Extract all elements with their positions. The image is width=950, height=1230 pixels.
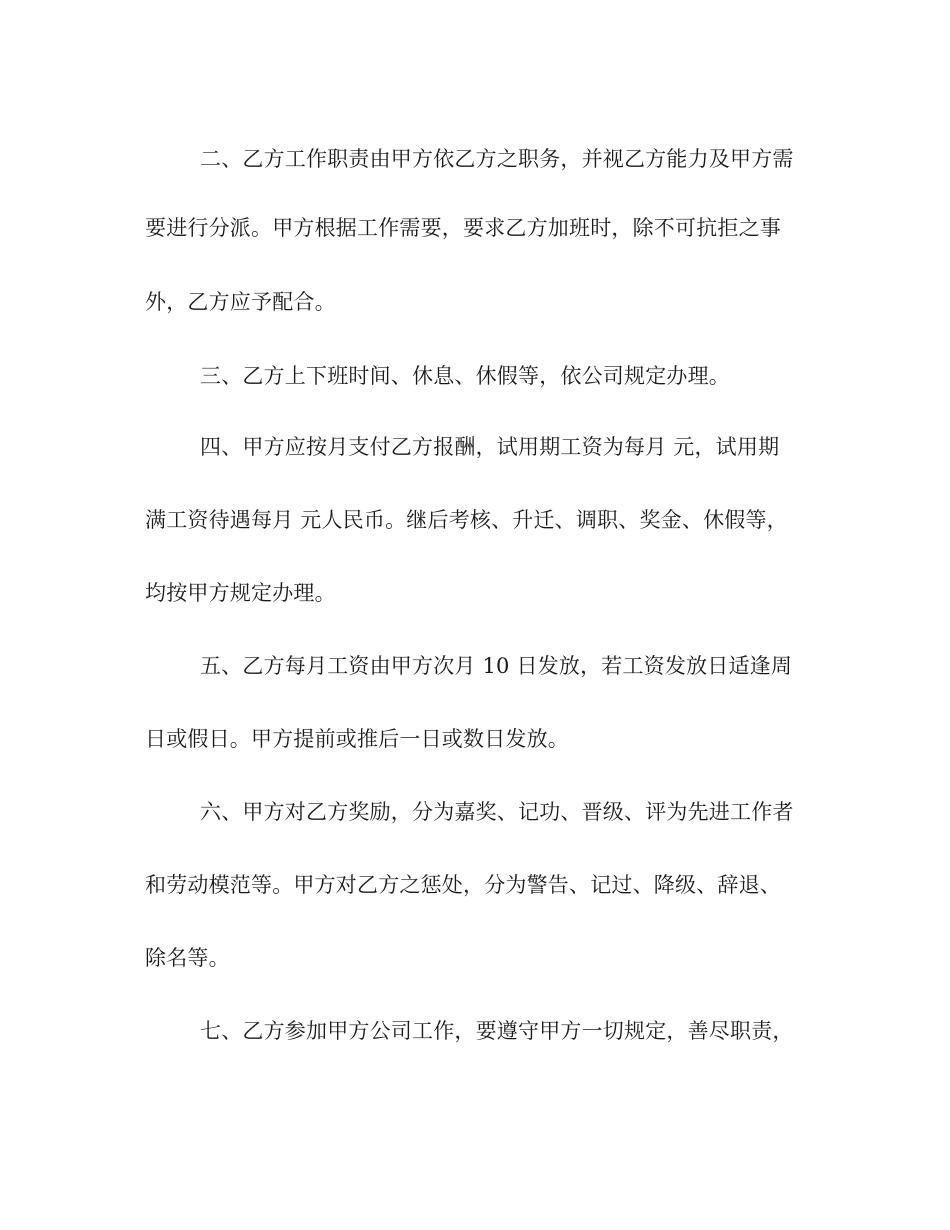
clause-6-line-3: 除名等。 bbox=[145, 946, 230, 970]
clause-4-line-3: 均按甲方规定办理。 bbox=[145, 581, 336, 605]
clause-6-line-2: 和劳动模范等。甲方对乙方之惩处，分为警告、记过、降级、辞退、 bbox=[145, 873, 781, 897]
clause-7-line-1: 七、乙方参加甲方公司工作，要遵守甲方一切规定，善尽职责， bbox=[200, 1019, 794, 1043]
clause-5-line-1: 五、乙方每月工资由甲方次月 10 日发放，若工资发放日适逢周 bbox=[200, 654, 793, 678]
clause-5-line-2: 日或假日。甲方提前或推后一日或数日发放。 bbox=[145, 727, 569, 751]
clause-4-line-1: 四、甲方应按月支付乙方报酬，试用期工资为每月 元，试用期 bbox=[200, 435, 780, 459]
clause-3-line-1: 三、乙方上下班时间、休息、休假等，依公司规定办理。 bbox=[200, 364, 730, 388]
clause-2-line-2: 要进行分派。甲方根据工作需要，要求乙方加班时，除不可抗拒之事 bbox=[145, 216, 781, 240]
clause-6-line-1: 六、甲方对乙方奖励，分为嘉奖、记功、晋级、评为先进工作者 bbox=[200, 800, 794, 824]
clause-2-line-3: 外，乙方应予配合。 bbox=[145, 290, 336, 314]
clause-4-line-2: 满工资待遇每月 元人民币。继后考核、升迁、调职、奖金、休假等， bbox=[145, 508, 788, 532]
clause-2-line-1: 二、乙方工作职责由甲方依乙方之职务，并视乙方能力及甲方需 bbox=[200, 147, 794, 171]
